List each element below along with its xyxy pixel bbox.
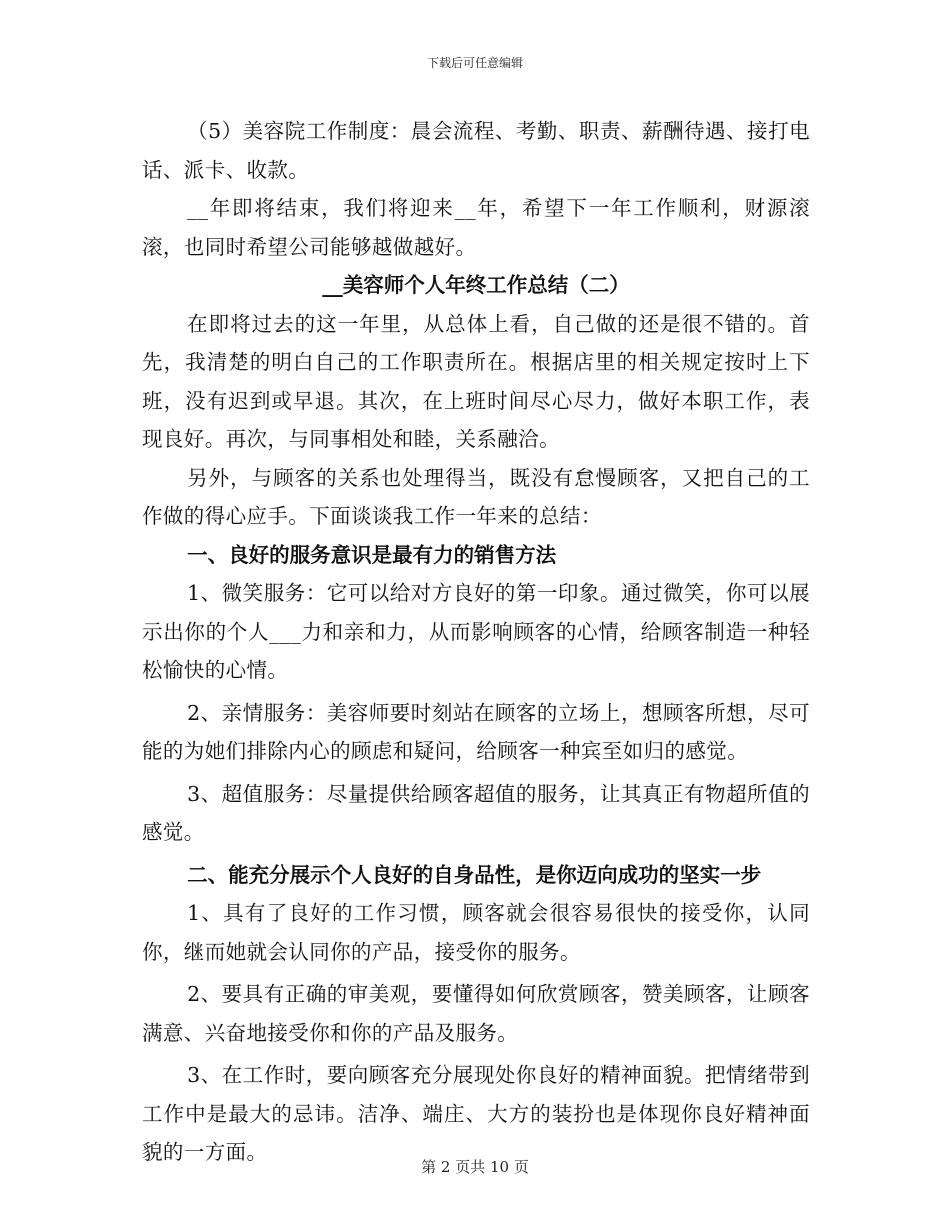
section-title: __美容师个人年终工作总结（二） <box>322 273 630 297</box>
document-body <box>142 112 810 1172</box>
paragraph-work-system: （5）美容院工作制度：晨会流程、考勤、职责、薪酬待遇、接打电话、派卡、收款。 <box>142 119 810 182</box>
heading-service-awareness: 一、良好的服务意识是最有力的销售方法 <box>187 542 557 567</box>
paragraph-customer-relations: 另外，与顾客的关系也处理得当，既没有怠慢顾客，又把自己的工作做的得心应手。下面谈谈我工作一年来的总结： <box>142 465 810 528</box>
paragraph-year-end-wish: __年即将结束，我们将迎来__年，希望下一年工作顺利，财源滚滚，也同时希望公司能够越做越好。 <box>142 196 810 259</box>
heading-personal-quality: 二、能充分展示个人良好的自身品性，是你迈向成功的坚实一步 <box>187 862 762 887</box>
paragraph-work-habits: 1、具有了良好的工作习惯，顾客就会很容易很快的接受你，认同你，继而她就会认同你的产品，接受你的服务。 <box>142 901 810 964</box>
paragraph-overview: 在即将过去的这一年里，从总体上看，自己做的还是很不错的。首先，我清楚的明白自己的工作职责所在。根据店里的相关规定按时上下班，没有迟到或早退。其次，在上班时间尽心尽力，做好本职工作，表现良好。再次，与同事相处和睦，关系融洽。 <box>142 311 810 451</box>
paragraph-value-service: 3、超值服务：尽量提供给顾客超值的服务，让其真正有物超所值的感觉。 <box>142 781 810 844</box>
paragraph-affection-service: 2、亲情服务：美容师要时刻站在顾客的立场上，想顾客所想，尽可能的为她们排除内心的顾虑和疑问，给顾客一种宾至如归的感觉。 <box>142 700 810 763</box>
page-header: 下载后可任意编辑 <box>426 56 523 70</box>
paragraph-smile-service: 1、微笑服务：它可以给对方良好的第一印象。通过微笑，你可以展示出你的个人___力和亲和力，从而影响顾客的心情，给顾客制造一种轻松愉快的心情。 <box>142 581 810 682</box>
paragraph-spirit: 3、在工作时，要向顾客充分展现处你良好的精神面貌。把情绪带到工作中是最大的忌讳。洁净、端庄、大方的装扮也是体现你良好精神面貌的一方面。 <box>142 1063 810 1164</box>
paragraph-aesthetics: 2、要具有正确的审美观，要懂得如何欣赏顾客，赞美顾客，让顾客满意、兴奋地接受你和你的产品及服务。 <box>142 982 810 1045</box>
page-number: 第 2 页共 10 页 <box>421 1158 529 1176</box>
